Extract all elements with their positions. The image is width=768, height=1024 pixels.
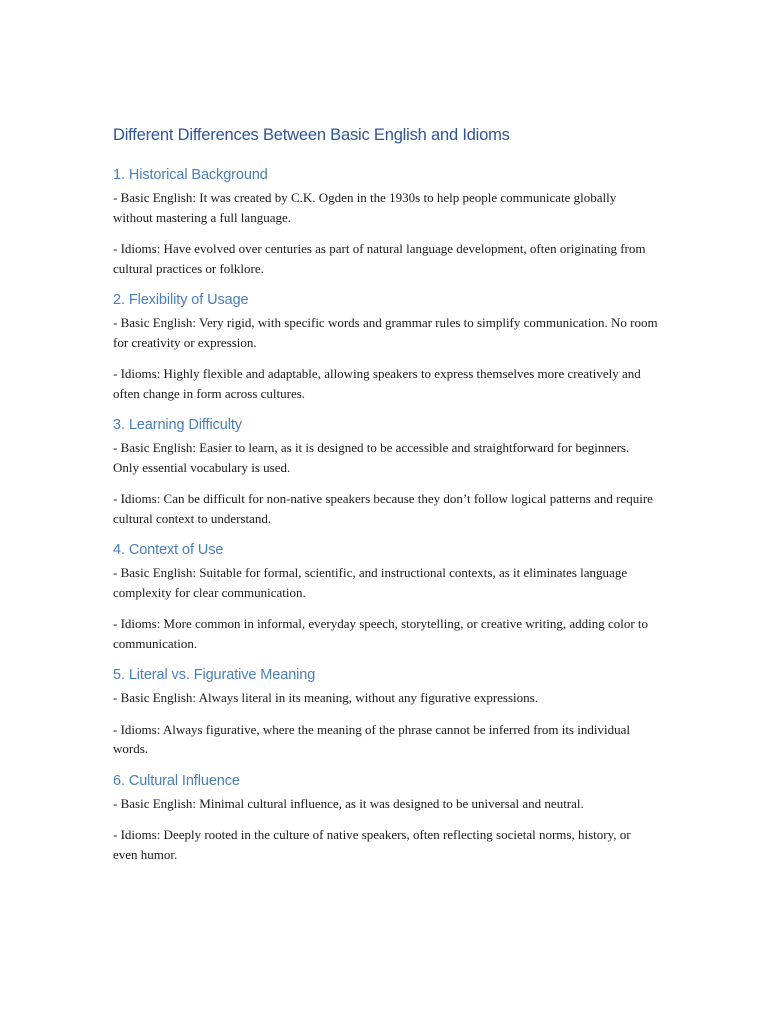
- section-cultural-influence: [113, 771, 658, 865]
- section-context-of-use: [113, 540, 658, 653]
- basic-english-paragraph: - Basic English: It was created by C.K. Ogden in the 1930s to help people communicate globally without mastering a full language.: [113, 190, 617, 225]
- basic-english-paragraph: - Basic English: Always literal in its meaning, without any figurative expressions.: [113, 690, 538, 705]
- basic-english-paragraph: - Basic English: Easier to learn, as it is designed to be accessible and straightforward for beginners. Only essential vocabulary is used.: [113, 440, 630, 475]
- basic-english-paragraph: - Basic English: Very rigid, with specific words and grammar rules to simplify communication. No room for creativity or expression.: [113, 315, 658, 350]
- section-heading: 6. Cultural Influence: [113, 772, 240, 789]
- basic-english-paragraph: - Basic English: Suitable for formal, scientific, and instructional contexts, as it eliminates language complexity for clear communication.: [113, 565, 628, 600]
- document-title: Different Differences Between Basic English and Idioms: [113, 126, 510, 144]
- basic-english-paragraph: - Basic English: Minimal cultural influence, as it was designed to be universal and neutral.: [113, 795, 584, 811]
- idioms-paragraph: - Idioms: More common in informal, everyday speech, storytelling, or creative writing, adding color to communication.: [113, 616, 649, 651]
- section-heading: 3. Learning Difficulty: [113, 417, 242, 433]
- idioms-paragraph: - Idioms: Highly flexible and adaptable, allowing speakers to express themselves more creatively and often change in form across cultures.: [113, 366, 641, 401]
- section-heading: 5. Literal vs. Figurative Meaning: [113, 667, 316, 683]
- idioms-paragraph: - Idioms: Can be difficult for non-native speakers because they don’t follow logical patterns and require cultural context to understand.: [113, 491, 653, 526]
- idioms-paragraph: - Idioms: Deeply rooted in the culture of native speakers, often reflecting societal norms, history, or even humor.: [113, 827, 631, 862]
- section-flexibility-of-usage: [113, 290, 658, 403]
- section-historical-background: [113, 165, 658, 278]
- section-learning-difficulty: [113, 415, 658, 528]
- section-heading: 4. Context of Use: [113, 542, 224, 558]
- section-heading: 2. Flexibility of Usage: [113, 292, 249, 308]
- idioms-paragraph: - Idioms: Have evolved over centuries as part of natural language development, often originating from cultural practices or folklore.: [113, 241, 646, 276]
- section-heading: 1. Historical Background: [113, 167, 268, 183]
- idioms-paragraph: - Idioms: Always figurative, where the meaning of the phrase cannot be inferred from its individual words.: [113, 721, 630, 756]
- section-literal-vs-figurative: [113, 665, 658, 759]
